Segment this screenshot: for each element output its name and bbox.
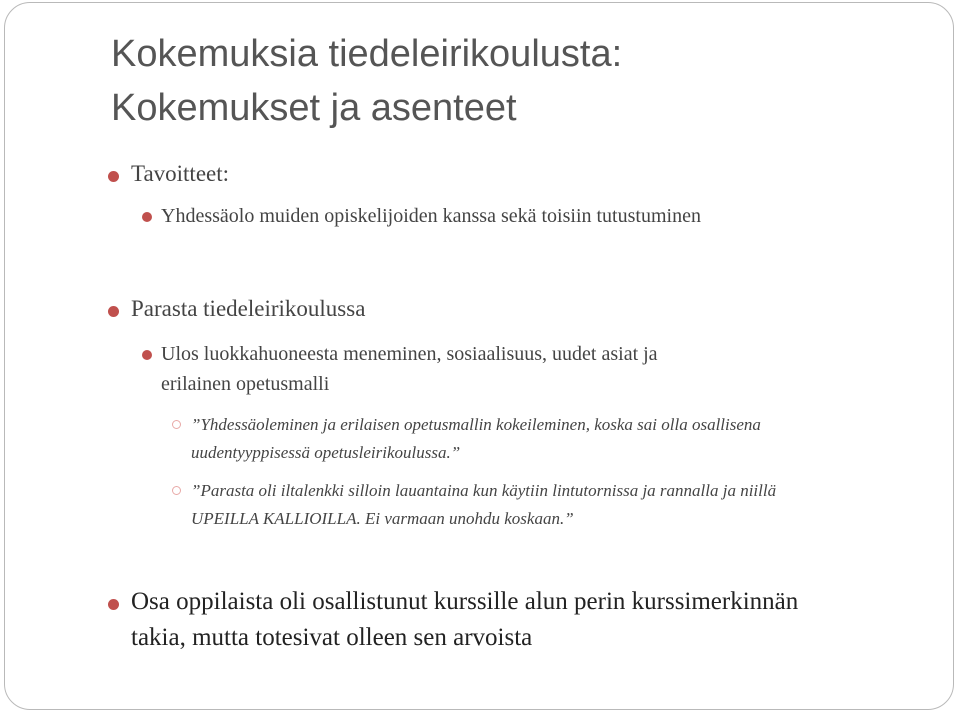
slide-title-line-2: Kokemukset ja asenteet bbox=[111, 87, 517, 129]
best-item-line-1: Ulos luokkahuoneesta meneminen, sosiaalisuus, uudet asiat ja bbox=[161, 343, 658, 365]
bullet-goals-item-icon bbox=[142, 212, 152, 222]
bullet-quote2-icon bbox=[172, 486, 181, 495]
best-item-line-2: erilainen opetusmalli bbox=[161, 373, 330, 395]
final-statement-line-2: takia, mutta totesivat olleen sen arvoista bbox=[131, 624, 533, 651]
slide-title bbox=[111, 27, 931, 135]
bullet-goals-icon bbox=[108, 171, 119, 182]
goals-heading: Tavoitteet: bbox=[131, 161, 230, 186]
best-item bbox=[161, 339, 658, 399]
bullet-quote1-icon bbox=[172, 420, 181, 429]
quote-2-line-1: ”Parasta oli iltalenkki silloin lauantaina kun käytiin lintutornissa ja rannalla ja niillä bbox=[191, 481, 777, 500]
quote-2 bbox=[191, 477, 776, 533]
quote-1-line-1: ”Yhdessäoleminen ja erilaisen opetusmallin kokeileminen, koska sai olla osallisena bbox=[191, 415, 761, 434]
bullet-final-icon bbox=[108, 599, 119, 610]
final-statement bbox=[131, 584, 798, 656]
quote-2-line-2: UPEILLA KALLIOILLA. Ei varmaan unohdu koskaan.” bbox=[191, 509, 574, 528]
slide-title-line-1: Kokemuksia tiedeleirikoulusta: bbox=[111, 33, 623, 75]
quote-1 bbox=[191, 411, 761, 467]
bullet-best-item-icon bbox=[142, 350, 152, 360]
final-statement-line-1: Osa oppilaista oli osallistunut kurssille alun perin kurssimerkinnän bbox=[131, 588, 799, 615]
goals-item: Yhdessäolo muiden opiskelijoiden kanssa sekä toisiin tutustuminen bbox=[161, 205, 701, 227]
quote-1-line-2: uudentyyppisessä opetusleirikoulussa.” bbox=[191, 443, 461, 462]
slide-frame bbox=[4, 2, 954, 710]
bullet-best-icon bbox=[108, 306, 119, 317]
best-heading: Parasta tiedeleirikoulussa bbox=[131, 296, 366, 321]
